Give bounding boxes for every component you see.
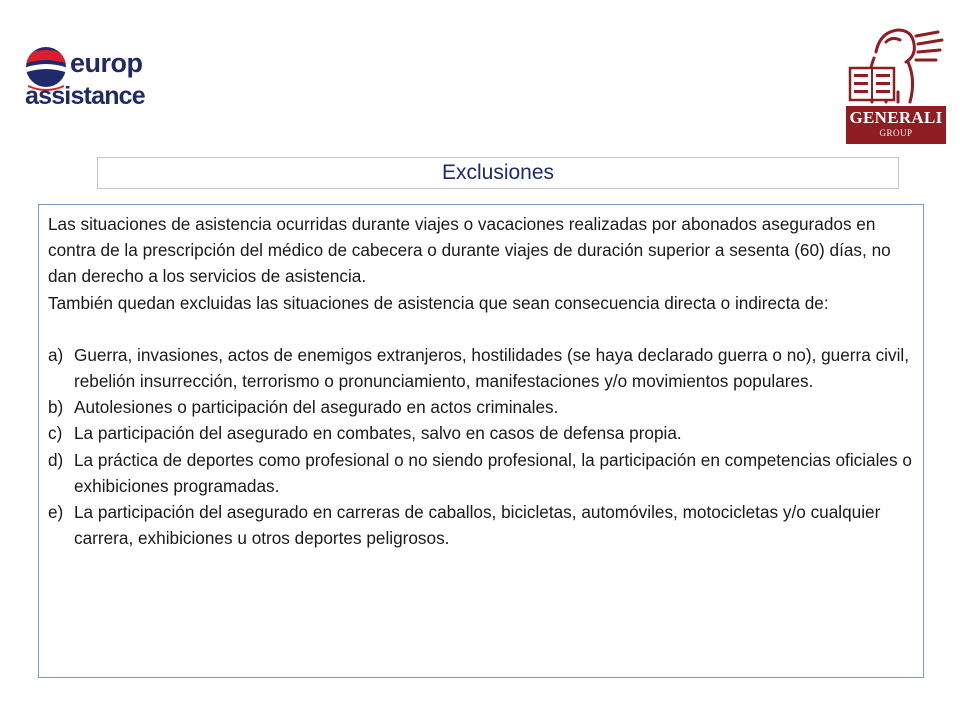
- list-item: [48, 420, 915, 446]
- spacer: [48, 316, 915, 342]
- winged-lion-icon: [846, 22, 946, 106]
- generali-banner: [846, 106, 946, 144]
- list-item: [48, 499, 915, 551]
- list-marker: b): [48, 397, 64, 418]
- generali-wordmark: GENERALI: [849, 108, 943, 127]
- europ-assistance-logo: [24, 42, 144, 118]
- page-title: Exclusiones: [441, 161, 555, 184]
- list-item-text: La práctica de deportes como profesional o no siendo profesional, la participación en competencias oficiales o exhibiciones programadas.: [74, 449, 912, 496]
- scope-paragraph: También quedan excluidas las situaciones de asistencia que sean consecuencia directa o indirecta de:: [48, 292, 829, 313]
- list-marker: d): [48, 449, 64, 470]
- list-item: [48, 447, 915, 499]
- exclusions-list: [48, 342, 915, 552]
- list-item-text: La participación del asegurado en carreras de caballos, bicicletas, automóviles, motocicletas y/o cualquier carrera, exhibiciones u otros deportes peligrosos.: [74, 502, 881, 549]
- generali-group-label: GROUP: [879, 128, 913, 138]
- list-item: [48, 394, 915, 420]
- list-item-text: La participación del asegurado en combates, salvo en casos de defensa propia.: [74, 423, 682, 444]
- list-marker: a): [48, 344, 64, 365]
- exclusions-content: [38, 204, 924, 678]
- generali-logo: [846, 22, 946, 144]
- list-item: [48, 342, 915, 394]
- europ-wordmark: europ: [70, 48, 143, 78]
- list-marker: e): [48, 502, 64, 523]
- list-marker: c): [48, 423, 63, 444]
- title-box: [97, 157, 899, 189]
- list-item-text: Autolesiones o participación del asegurado en actos criminales.: [74, 397, 559, 418]
- assistance-wordmark: assistance: [25, 82, 145, 110]
- list-item-text: Guerra, invasiones, actos de enemigos extranjeros, hostilidades (se haya declarado guerra o no), guerra civil, rebelión insurrección, terrorismo o pronunciamiento, manifestaciones y/o movimientos populares.: [74, 344, 909, 392]
- intro-paragraph: Las situaciones de asistencia ocurridas durante viajes o vacaciones realizadas por abonados asegurados en contra de la prescripción del médico de cabecera o durante viajes de duración superior a sesenta (60) días, no dan derecho a los servicios de asistencia.: [48, 214, 891, 287]
